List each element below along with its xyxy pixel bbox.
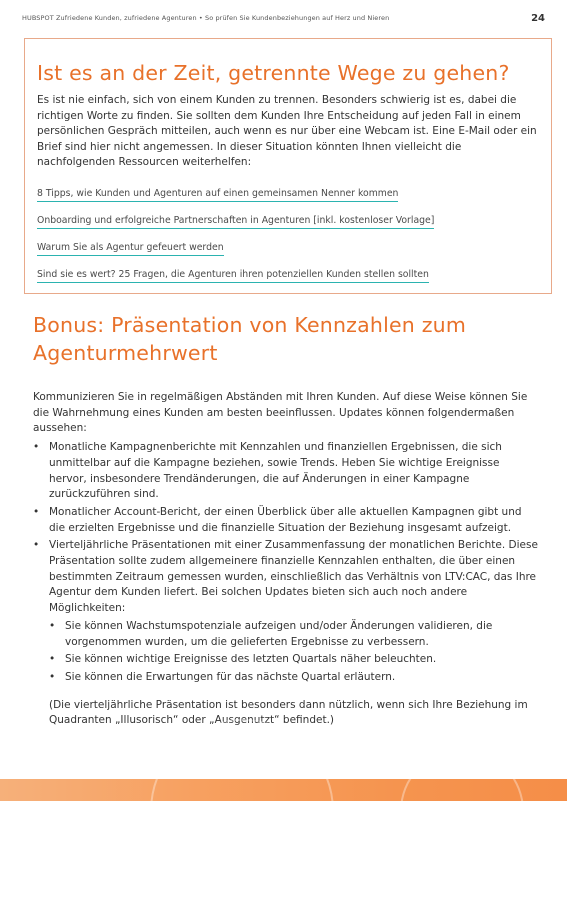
bonus-sub-bullet-3: • Sie können die Erwartungen für das nächste Quartal erläutern. [49, 670, 538, 686]
bonus-sub-bullet-list [49, 619, 538, 686]
bonus-bullet-3-text: Vierteljährliche Präsentationen mit einer Zusammenfassung der monatlichen Berichte. Diese Präsentation sollte zudem allgemeinere finanzielle Kennzahlen enthalten, die über einen bestimmten Zeitraum gemessen wurden, einschließlich das Verhältnis von LTV:CAC, das Ihre Agentur dem Kunden liefert. Bei solchen Updates bieten sich auch noch andere Möglichkeiten: [49, 539, 538, 615]
bonus-bullet-3 [33, 538, 538, 685]
bonus-sub-bullet-2: • Sie können wichtige Ereignisse des letzten Quartals näher beleuchten. [49, 652, 538, 668]
footer-decoration [150, 719, 334, 903]
bonus-bullet-2: • Monatlicher Account-Bericht, der einen Überblick über alle aktuellen Kampagnen gibt und die erzielten Ergebnisse und die finanzielle Situation der Beziehung insgesamt aufzeigt. [33, 505, 538, 536]
bonus-sub-bullet-1: • Sie können Wachstumspotenziale aufzeigen und/oder Änderungen validieren, die vorgenommen wurden, um die gelieferten Ergebnisse zu verbessern. [49, 619, 538, 650]
bonus-note: (Die vierteljährliche Präsentation ist besonders dann nützlich, wenn sich Ihre Beziehung im Quadranten „Illusorisch“ oder „Ausgenutzt“ befindet.) [49, 698, 528, 727]
bonus-title: Bonus: Präsentation von Kennzahlen zum Agenturmehrwert [33, 313, 467, 365]
resource-link-2[interactable]: Onboarding und erfolgreiche Partnerschaften in Agenturen [inkl. kostenloser Vorlage] [37, 214, 434, 229]
page-number: 24 [531, 13, 545, 24]
footer-band [0, 779, 567, 801]
callout-paragraph: Es ist nie einfach, sich von einem Kunden zu trennen. Besonders schwierig ist es, dabei die richtigen Worte zu finden. Sie sollten dem Kunden Ihre Entscheidung auf jeden Fall in einem persönlichen Gespräch mitteilen, auch wenn es nur über eine Webcam ist. Eine E-Mail oder ein Brief sind hier nicht angemessen. In dieser Situation könnten Ihnen vielleicht die nachfolgenden Ressourcen weiterhelfen: [37, 94, 537, 169]
bonus-bullet-list [33, 440, 538, 686]
resource-links [37, 181, 539, 289]
resource-link-1[interactable]: 8 Tipps, wie Kunden und Agenturen auf einen gemeinsamen Nenner kommen [37, 187, 398, 202]
resource-link-3[interactable]: Warum Sie als Agentur gefeuert werden [37, 241, 224, 256]
footer-decoration [400, 749, 524, 873]
bonus-body [33, 390, 538, 729]
callout-title: Ist es an der Zeit, getrennte Wege zu gehen? [37, 61, 510, 85]
resource-link-4[interactable]: Sind sie es wert? 25 Fragen, die Agenturen ihren potenziellen Kunden stellen sollten [37, 268, 429, 283]
running-header: HUBSPOT Zufriedene Kunden, zufriedene Agenturen • So prüfen Sie Kundenbeziehungen auf Herz und Nieren [22, 14, 390, 22]
bonus-intro: Kommunizieren Sie in regelmäßigen Abständen mit Ihren Kunden. Auf diese Weise können Sie die Wahrnehmung eines Kunden am besten beeinflussen. Updates können folgendermaßen aussehen: [33, 391, 528, 435]
callout-box [24, 38, 552, 294]
bonus-bullet-1: • Monatliche Kampagnenberichte mit Kennzahlen und finanziellen Ergebnissen, die sich unmittelbar auf die Kampagne beziehen, sowie Trends. Heben Sie wichtige Ereignisse hervor, insbesondere Trendänderungen, die auf Änderungen in einer Kampagne zurückzuführen sind. [33, 440, 538, 503]
